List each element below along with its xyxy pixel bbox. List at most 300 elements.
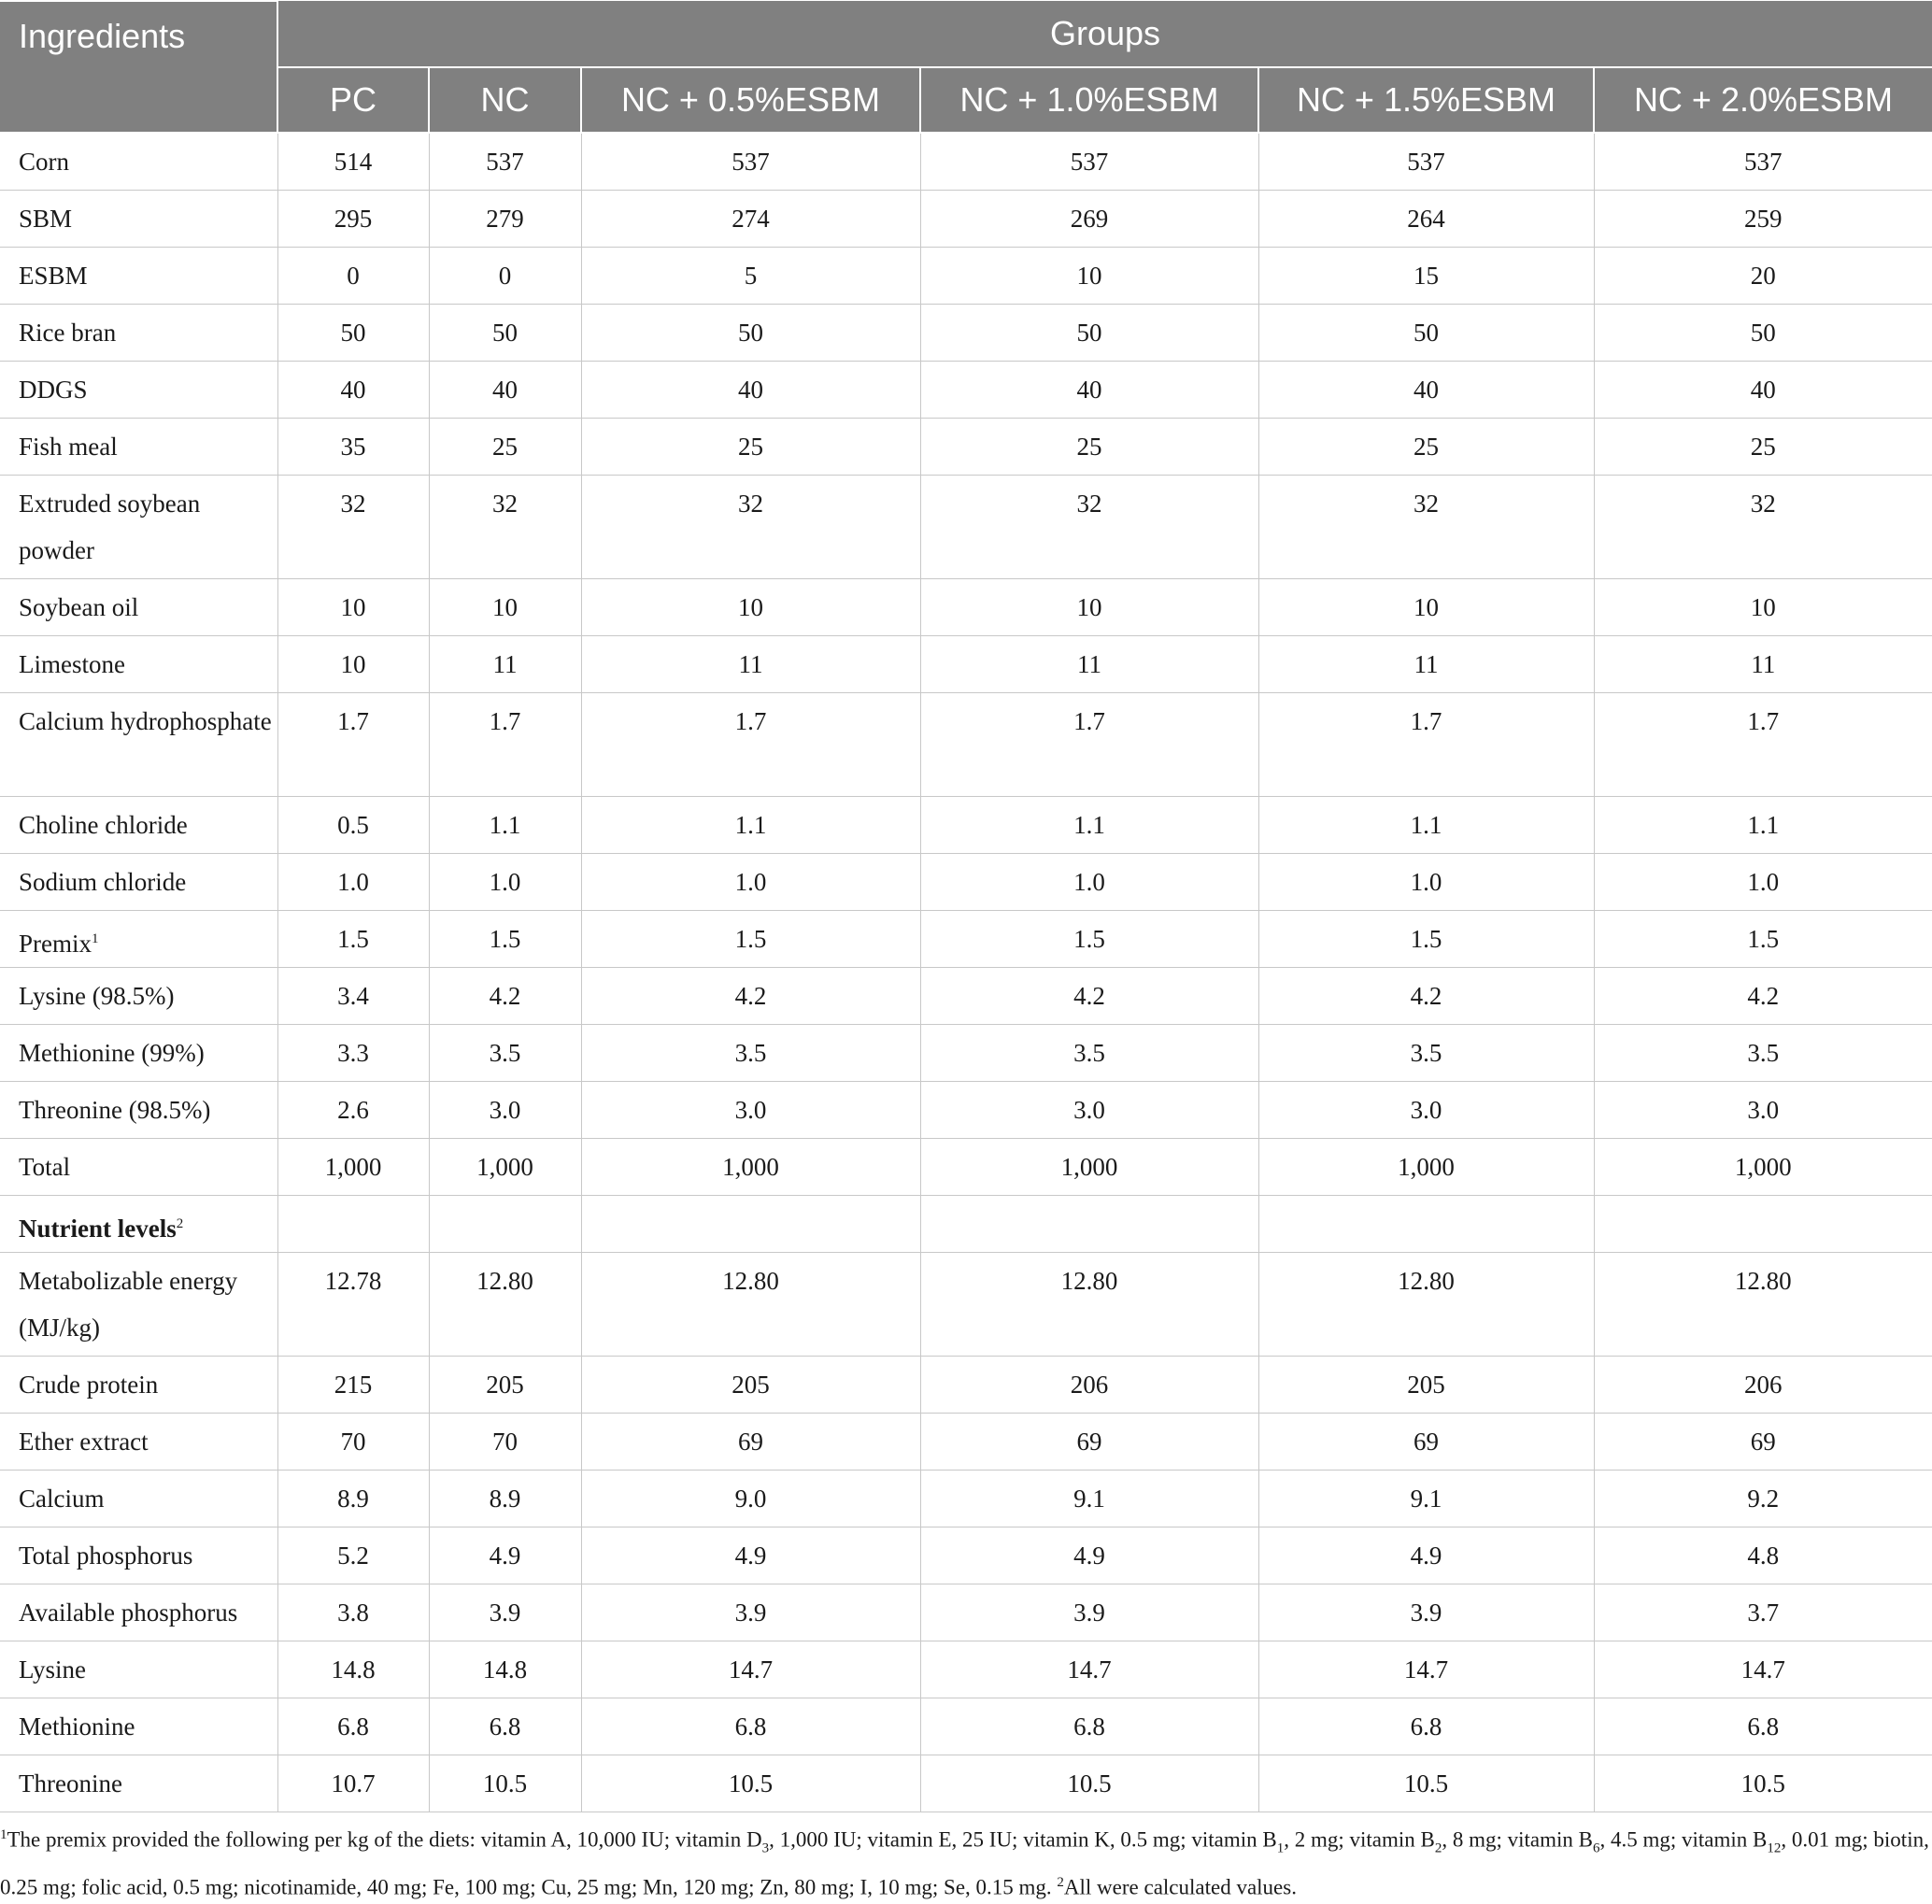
table-row	[0, 578, 1932, 635]
table-cell	[1258, 304, 1594, 361]
table-cell	[1258, 247, 1594, 304]
row-label-text: Metabolizable energy (MJ/kg)	[19, 1266, 238, 1342]
cell-value: 32	[492, 489, 518, 518]
cell-value: 1.1	[1410, 810, 1442, 839]
cell-value: 25	[1076, 432, 1102, 461]
table-row	[0, 247, 1932, 304]
table-cell	[429, 418, 581, 475]
cell-value: 6.8	[734, 1712, 767, 1741]
table-row	[0, 1252, 1932, 1356]
row-label-wrap	[19, 1025, 277, 1076]
cell-value: 3.0	[1410, 1095, 1442, 1124]
cell-value: 274	[732, 204, 770, 233]
cell-value	[430, 1196, 581, 1201]
table-row	[0, 635, 1932, 692]
cell-value: 1.5	[1073, 924, 1105, 953]
row-label-wrap	[19, 1471, 277, 1522]
table-cell	[429, 1252, 581, 1356]
row-label-wrap	[19, 693, 277, 745]
table-cell	[277, 361, 429, 418]
table-body	[0, 133, 1932, 1812]
footnote-text: , 2 mg; vitamin B	[1284, 1827, 1435, 1852]
table-cell	[581, 796, 920, 853]
group-header-nc-1-0-esbm: NC + 1.0%ESBM	[920, 67, 1258, 133]
table-cell	[277, 692, 429, 796]
cell-value: 264	[1407, 204, 1445, 233]
cell-value	[921, 1196, 1258, 1201]
table-cell	[277, 418, 429, 475]
table-cell	[429, 1527, 581, 1584]
table-cell	[581, 635, 920, 692]
table-cell	[1258, 910, 1594, 967]
cell-value: 10	[1413, 592, 1439, 621]
cell-value: 10	[340, 592, 366, 621]
row-label	[0, 361, 277, 418]
cell-value: 205	[486, 1370, 524, 1399]
cell-value: 3.7	[1747, 1598, 1780, 1627]
row-label-wrap	[19, 248, 277, 299]
cell-value: 3.0	[734, 1095, 767, 1124]
row-label-text: Fish meal	[19, 432, 118, 461]
row-label-text: Available phosphorus	[19, 1598, 238, 1627]
footnote-text: The premix provided the following per kg of the diets: vitamin A, 10,000 IU; vitamin D	[7, 1827, 762, 1852]
cell-value: 1.5	[734, 924, 767, 953]
table-cell	[920, 1356, 1258, 1413]
row-label	[0, 1584, 277, 1641]
cell-value: 205	[1407, 1370, 1445, 1399]
cell-value: 1,000	[1060, 1152, 1118, 1181]
table-cell	[1258, 1413, 1594, 1470]
cell-value: 3.5	[1410, 1038, 1442, 1067]
table-cell	[581, 853, 920, 910]
row-label	[0, 635, 277, 692]
cell-value: 3.5	[734, 1038, 767, 1067]
table-cell	[1594, 578, 1932, 635]
cell-value: 3.0	[489, 1095, 521, 1124]
cell-value: 1.5	[1747, 924, 1780, 953]
table-cell	[1258, 853, 1594, 910]
table-cell	[1258, 190, 1594, 247]
table-cell	[429, 475, 581, 578]
row-label	[0, 853, 277, 910]
row-label	[0, 578, 277, 635]
table-cell	[1258, 692, 1594, 796]
row-label	[0, 1698, 277, 1755]
row-label	[0, 133, 277, 190]
row-label-wrap	[19, 1357, 277, 1408]
cell-value: 3.0	[1073, 1095, 1105, 1124]
table-row	[0, 1470, 1932, 1527]
row-label-wrap	[19, 1082, 277, 1133]
table-cell	[1594, 304, 1932, 361]
cell-value: 1,000	[1734, 1152, 1792, 1181]
table-cell	[429, 635, 581, 692]
row-label-text: Lysine (98.5%)	[19, 981, 175, 1010]
row-label-wrap	[19, 134, 277, 185]
row-label	[0, 910, 277, 967]
cell-value: 1.0	[734, 867, 767, 896]
cell-value: 1.5	[337, 924, 369, 953]
row-label	[0, 796, 277, 853]
cell-value: 259	[1744, 204, 1783, 233]
cell-value: 1.7	[337, 706, 369, 735]
cell-value: 4.2	[1073, 981, 1105, 1010]
table-row	[0, 1195, 1932, 1252]
table-row	[0, 475, 1932, 578]
cell-value: 4.8	[1747, 1541, 1780, 1570]
row-label	[0, 1755, 277, 1812]
row-label-wrap	[19, 968, 277, 1019]
table-cell	[277, 796, 429, 853]
cell-value: 10.5	[1403, 1769, 1449, 1797]
cell-value: 12.78	[324, 1266, 382, 1295]
table-cell	[581, 247, 920, 304]
row-label-wrap	[19, 1414, 277, 1465]
table-row	[0, 692, 1932, 796]
cell-value: 537	[1070, 148, 1109, 176]
table-cell	[920, 190, 1258, 247]
table-cell	[429, 1195, 581, 1252]
cell-value: 3.4	[337, 981, 369, 1010]
cell-value: 12.80	[1734, 1266, 1792, 1295]
table-cell	[1594, 1356, 1932, 1413]
cell-value: 3.0	[1747, 1095, 1780, 1124]
table-cell	[1594, 1527, 1932, 1584]
table-cell	[920, 967, 1258, 1024]
table-cell	[581, 1356, 920, 1413]
cell-value: 40	[1413, 375, 1439, 404]
cell-value: 32	[340, 489, 366, 518]
cell-value	[1259, 1196, 1594, 1201]
row-label-text: Threonine	[19, 1769, 122, 1797]
table-cell	[429, 1138, 581, 1195]
cell-value: 4.2	[489, 981, 521, 1010]
table-cell	[277, 304, 429, 361]
table-cell	[429, 190, 581, 247]
cell-value: 3.8	[337, 1598, 369, 1627]
cell-value: 3.9	[1410, 1598, 1442, 1627]
table-cell	[1594, 635, 1932, 692]
cell-value: 11	[738, 649, 763, 678]
cell-value: 14.7	[1740, 1655, 1785, 1684]
row-label	[0, 1024, 277, 1081]
table-cell	[277, 1755, 429, 1812]
cell-value: 4.9	[489, 1541, 521, 1570]
table-row	[0, 1138, 1932, 1195]
cell-value: 1.0	[489, 867, 521, 896]
cell-value: 32	[738, 489, 763, 518]
cell-value: 0.5	[337, 810, 369, 839]
row-label-wrap	[19, 1527, 277, 1579]
table-cell	[1594, 853, 1932, 910]
table-cell	[429, 1698, 581, 1755]
row-label-text: Nutrient levels	[19, 1214, 177, 1243]
table-cell	[581, 1081, 920, 1138]
table-cell	[920, 1413, 1258, 1470]
row-label	[0, 692, 277, 796]
table-cell	[1258, 361, 1594, 418]
cell-value: 12.80	[476, 1266, 533, 1295]
row-label-text: Calcium	[19, 1484, 105, 1513]
cell-value: 1.0	[1410, 867, 1442, 896]
table-cell	[1258, 1755, 1594, 1812]
cell-value: 0	[347, 261, 360, 290]
table-cell	[1258, 1641, 1594, 1698]
table-cell	[429, 796, 581, 853]
cell-value: 70	[340, 1427, 366, 1456]
footnote-text: , 8 mg; vitamin B	[1442, 1827, 1593, 1852]
row-label-text: Premix	[19, 929, 92, 958]
table-cell	[429, 1413, 581, 1470]
table-cell	[581, 1138, 920, 1195]
row-label-text: Crude protein	[19, 1370, 159, 1399]
row-label	[0, 1356, 277, 1413]
cell-value: 12.80	[1398, 1266, 1455, 1295]
footnote-text: , 4.5 mg; vitamin B	[1599, 1827, 1768, 1852]
row-label-text: Extruded soybean powder	[19, 489, 201, 564]
cell-value: 32	[1750, 489, 1776, 518]
table-cell	[277, 133, 429, 190]
cell-value: 3.9	[734, 1598, 767, 1627]
table-row	[0, 304, 1932, 361]
cell-value: 35	[340, 432, 366, 461]
cell-value: 25	[738, 432, 763, 461]
table-cell	[920, 1138, 1258, 1195]
table-cell	[581, 578, 920, 635]
cell-value: 10.5	[1067, 1769, 1112, 1797]
table-cell	[920, 1755, 1258, 1812]
footnote-ref: 1	[92, 931, 99, 946]
table-row	[0, 1527, 1932, 1584]
cell-value: 40	[340, 375, 366, 404]
table-cell	[581, 1698, 920, 1755]
table-cell	[1258, 1698, 1594, 1755]
cell-value: 10	[1076, 261, 1102, 290]
table-cell	[1594, 418, 1932, 475]
cell-value: 6.8	[337, 1712, 369, 1741]
row-label	[0, 1641, 277, 1698]
cell-value: 9.2	[1747, 1484, 1780, 1513]
table-cell	[1594, 967, 1932, 1024]
row-label-wrap	[19, 1641, 277, 1693]
cell-value: 1.7	[734, 706, 767, 735]
table-cell	[1594, 1641, 1932, 1698]
cell-value: 206	[1744, 1370, 1783, 1399]
table-cell	[581, 1641, 920, 1698]
row-label-text: Threonine (98.5%)	[19, 1095, 211, 1124]
row-label	[0, 1413, 277, 1470]
cell-value: 10.5	[1740, 1769, 1785, 1797]
table-cell	[581, 361, 920, 418]
row-label	[0, 1138, 277, 1195]
table-cell	[1258, 967, 1594, 1024]
table-cell	[1258, 1138, 1594, 1195]
table-cell	[920, 1024, 1258, 1081]
table-cell	[581, 692, 920, 796]
row-label-wrap	[19, 1698, 277, 1750]
table-cell	[581, 1584, 920, 1641]
table-cell	[920, 1195, 1258, 1252]
table-cell	[920, 692, 1258, 796]
table-cell	[277, 1195, 429, 1252]
cell-value: 0	[498, 261, 512, 290]
row-label-wrap	[19, 1253, 277, 1351]
footnote-subscript: 2	[1434, 1840, 1442, 1855]
table-row	[0, 796, 1932, 853]
table-cell	[429, 133, 581, 190]
row-label-wrap	[19, 476, 277, 574]
cell-value: 215	[334, 1370, 373, 1399]
cell-value: 14.7	[728, 1655, 774, 1684]
cell-value: 50	[340, 318, 366, 347]
row-label	[0, 1470, 277, 1527]
cell-value: 1,000	[324, 1152, 382, 1181]
cell-value: 1.7	[1747, 706, 1780, 735]
cell-value: 1.1	[1073, 810, 1105, 839]
footnote-subscript: 3	[761, 1840, 770, 1855]
table-row	[0, 418, 1932, 475]
table-cell	[1594, 796, 1932, 853]
table-cell	[1594, 910, 1932, 967]
table-cell	[920, 1470, 1258, 1527]
table-cell	[920, 635, 1258, 692]
row-label-wrap	[19, 797, 277, 848]
cell-value: 1.7	[1410, 706, 1442, 735]
table-cell	[920, 247, 1258, 304]
cell-value: 14.8	[482, 1655, 528, 1684]
table-row	[0, 133, 1932, 190]
cell-value: 25	[492, 432, 518, 461]
row-label-text: Methionine (99%)	[19, 1038, 205, 1067]
table-row	[0, 1413, 1932, 1470]
cell-value	[582, 1196, 920, 1201]
table-cell	[581, 190, 920, 247]
table-cell	[581, 304, 920, 361]
table-cell	[277, 1698, 429, 1755]
table-cell	[429, 910, 581, 967]
table-cell	[429, 1356, 581, 1413]
cell-value: 10	[340, 649, 366, 678]
row-label-text: Ether extract	[19, 1427, 149, 1456]
cell-value: 1.7	[1073, 706, 1105, 735]
row-label-text: Total	[19, 1152, 71, 1181]
table-cell	[429, 967, 581, 1024]
cell-value: 10.7	[331, 1769, 376, 1797]
table-cell	[1258, 475, 1594, 578]
row-label	[0, 1252, 277, 1356]
cell-value: 4.2	[1410, 981, 1442, 1010]
row-label-text: Calcium hydrophosphate	[19, 706, 272, 735]
table-cell	[920, 1252, 1258, 1356]
table-cell	[1594, 1413, 1932, 1470]
table-cell	[581, 475, 920, 578]
cell-value: 1.1	[734, 810, 767, 839]
cell-value: 4.2	[734, 981, 767, 1010]
row-label	[0, 1081, 277, 1138]
table-row	[0, 1024, 1932, 1081]
cell-value: 50	[1413, 318, 1439, 347]
row-label-text: Lysine	[19, 1655, 86, 1684]
cell-value: 11	[1077, 649, 1101, 678]
table-footnote	[0, 1812, 1932, 1904]
cell-value: 1.1	[489, 810, 521, 839]
cell-value: 50	[492, 318, 518, 347]
table-cell	[1594, 247, 1932, 304]
row-label	[0, 304, 277, 361]
cell-value: 10	[738, 592, 763, 621]
cell-value: 537	[1407, 148, 1445, 176]
table-row	[0, 1641, 1932, 1698]
cell-value: 1,000	[722, 1152, 779, 1181]
row-label	[0, 1527, 277, 1584]
cell-value: 10	[492, 592, 518, 621]
cell-value: 69	[1076, 1427, 1102, 1456]
table-cell	[581, 133, 920, 190]
footnote-ref: 2	[176, 1215, 184, 1231]
cell-value: 10	[1750, 592, 1776, 621]
table-cell	[1258, 796, 1594, 853]
cell-value: 3.5	[489, 1038, 521, 1067]
cell-value: 1.7	[489, 706, 521, 735]
row-label-wrap	[19, 579, 277, 631]
table-cell	[1258, 418, 1594, 475]
cell-value: 206	[1070, 1370, 1109, 1399]
cell-value: 32	[1413, 489, 1439, 518]
table-cell	[1594, 1195, 1932, 1252]
cell-value: 3.9	[1073, 1598, 1105, 1627]
table-cell	[277, 1024, 429, 1081]
table-cell	[1258, 1081, 1594, 1138]
table-cell	[920, 475, 1258, 578]
cell-value: 5.2	[337, 1541, 369, 1570]
row-label-text: Limestone	[19, 649, 125, 678]
table-cell	[1594, 692, 1932, 796]
table-cell	[920, 578, 1258, 635]
table-cell	[581, 1413, 920, 1470]
cell-value: 6.8	[489, 1712, 521, 1741]
group-header-pc: PC	[277, 67, 429, 133]
cell-value: 50	[1750, 318, 1776, 347]
cell-value: 6.8	[1747, 1712, 1780, 1741]
table-cell	[277, 475, 429, 578]
table-cell	[277, 635, 429, 692]
cell-value: 295	[334, 204, 373, 233]
cell-value: 3.3	[337, 1038, 369, 1067]
table-cell	[429, 1470, 581, 1527]
table-cell	[429, 578, 581, 635]
table-cell	[429, 1641, 581, 1698]
table-cell	[920, 133, 1258, 190]
cell-value: 15	[1413, 261, 1439, 290]
cell-value: 2.6	[337, 1095, 369, 1124]
footnote-subscript: 12	[1767, 1840, 1782, 1855]
cell-value: 20	[1750, 261, 1776, 290]
table-cell	[920, 304, 1258, 361]
table-row	[0, 361, 1932, 418]
table-cell	[1258, 1470, 1594, 1527]
cell-value: 10.5	[728, 1769, 774, 1797]
row-label-wrap	[19, 1196, 277, 1252]
table-cell	[429, 1755, 581, 1812]
table-cell	[1258, 578, 1594, 635]
table-cell	[429, 692, 581, 796]
cell-value: 537	[486, 148, 524, 176]
footnote-subscript: 6	[1593, 1840, 1600, 1855]
cell-value: 69	[1750, 1427, 1776, 1456]
cell-value: 1.0	[1747, 867, 1780, 896]
table-cell	[1594, 1138, 1932, 1195]
row-label	[0, 247, 277, 304]
